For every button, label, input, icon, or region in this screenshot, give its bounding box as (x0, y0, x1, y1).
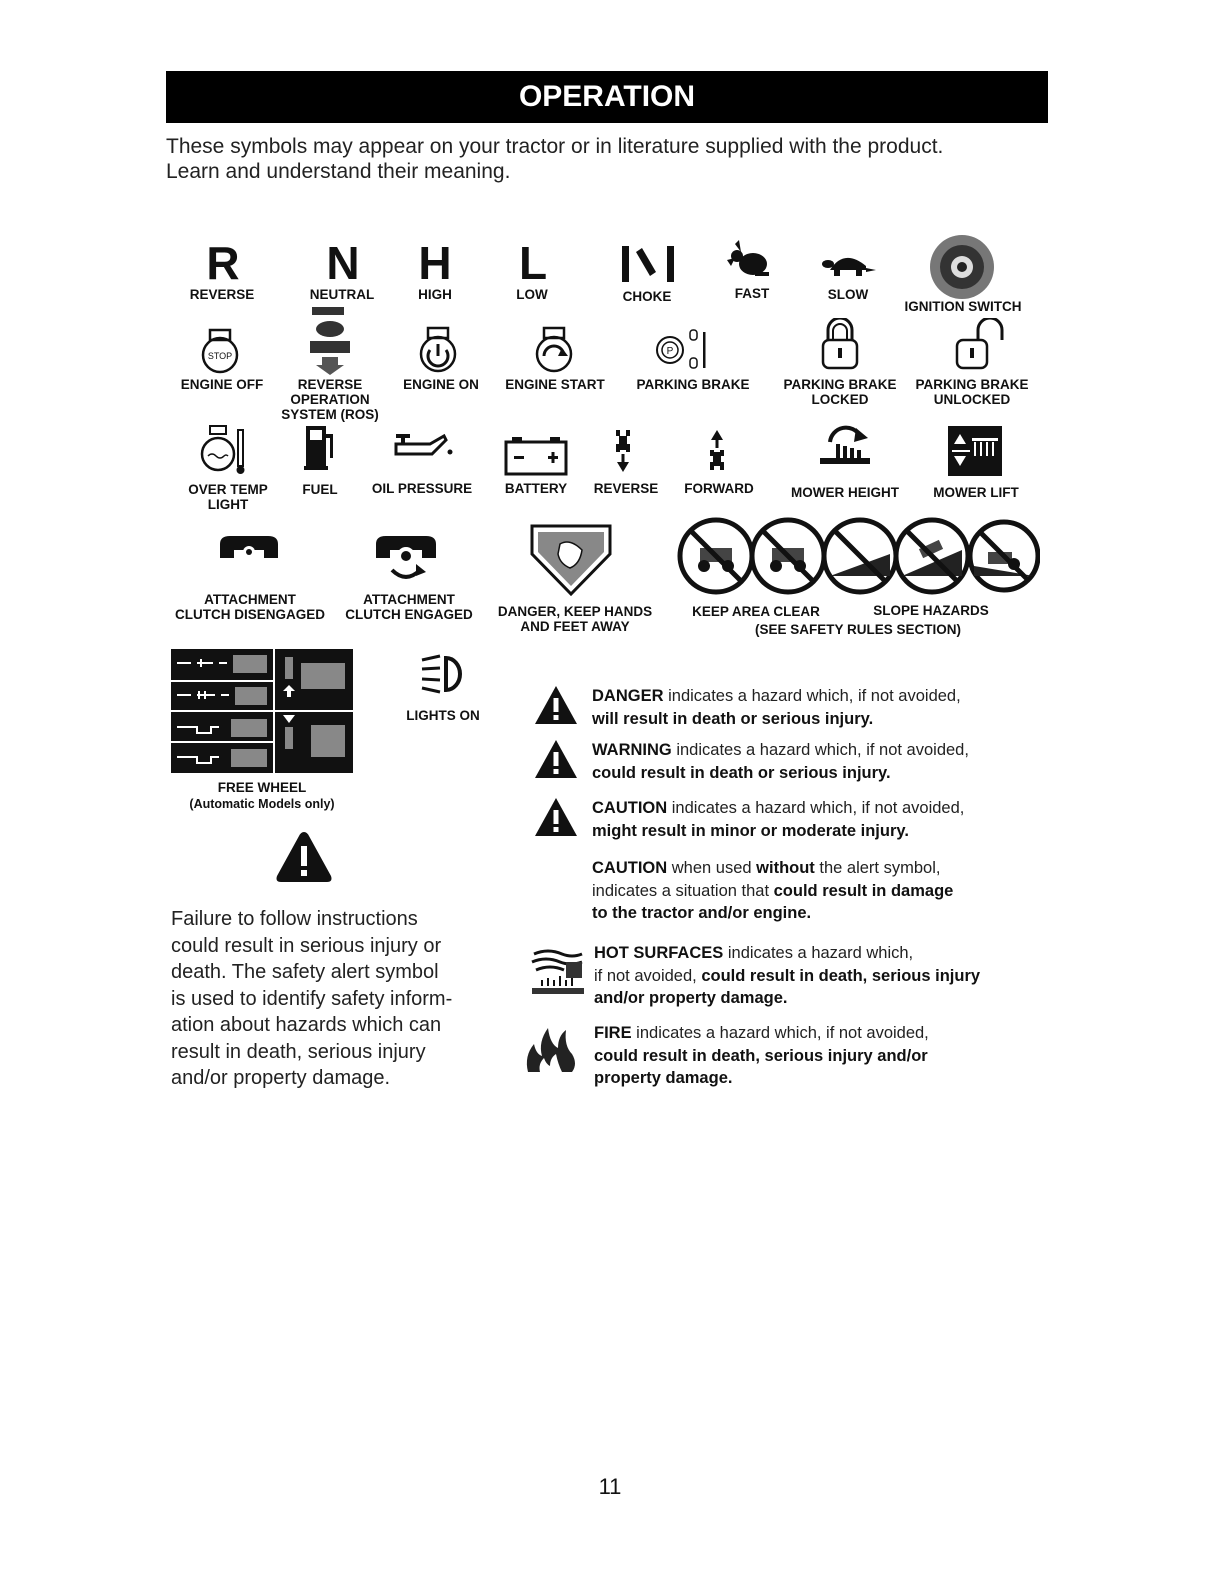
danger-word: DANGER (592, 687, 664, 705)
engine-start-label: ENGINE START (505, 377, 605, 392)
battery-label: BATTERY (504, 481, 568, 496)
slope-hazards-label: SLOPE HAZARDS (873, 603, 989, 618)
ros-label-line-2: OPERATION (290, 392, 370, 407)
att-eng-line-2: CLUTCH ENGAGED (345, 607, 473, 622)
rabbit-fast-icon (725, 240, 777, 280)
turtle-slow-icon (820, 248, 878, 278)
pb-unlocked-line-2: UNLOCKED (933, 392, 1011, 407)
failure-line-1: Failure to follow instructions (171, 908, 418, 930)
keep-area-clear-icon-2 (752, 520, 824, 592)
caution2-mid2: the alert symbol, (814, 859, 941, 877)
neutral-label: NEUTRAL (309, 287, 375, 302)
reverse-letter-icon: R (206, 237, 240, 289)
fuel-label: FUEL (302, 482, 338, 497)
free-wheel-icon (171, 649, 353, 773)
ros-label-line-1: REVERSE (297, 377, 363, 392)
free-wheel-sublabel: (Automatic Models only) (189, 797, 335, 811)
hot-line2b: could result in death, serious injury (701, 966, 981, 985)
oil-pressure-label: OIL PRESSURE (371, 481, 473, 496)
battery-icon (502, 436, 570, 476)
engine-off-icon-text: STOP (207, 351, 233, 361)
fire-line3: property damage. (594, 1069, 733, 1087)
warning-definition (592, 739, 1032, 784)
lights-on-icon (418, 650, 466, 698)
reverse-direction-label: REVERSE (593, 481, 659, 496)
failure-line-5: ation about hazards which can (171, 1014, 442, 1036)
slow-label: SLOW (827, 287, 869, 302)
caution2-line3: to the tractor and/or engine. (592, 904, 812, 922)
caution2-mid1: when used (667, 859, 757, 877)
reverse-arrow-icon (612, 428, 634, 474)
warning-text: indicates a hazard which, if not avoided, (671, 741, 969, 759)
att-eng-line-1: ATTACHMENT (363, 592, 455, 607)
parking-brake-unlocked-label (908, 377, 1036, 407)
caution-text: indicates a hazard which, if not avoided, (667, 799, 965, 817)
mower-height-icon (816, 420, 876, 468)
failure-line-7: and/or property damage. (171, 1067, 391, 1089)
failure-line-2: could result in serious injury or (171, 934, 442, 957)
forward-arrow-icon (706, 428, 728, 474)
fuel-icon (302, 424, 338, 472)
mower-height-label: MOWER HEIGHT (791, 485, 899, 500)
caution2-line2a: indicates a situation that (592, 881, 774, 900)
slope-hazard-icon-2 (896, 520, 968, 592)
danger-text: indicates a hazard which, if not avoided, (663, 687, 961, 705)
danger-definition (592, 685, 1032, 730)
danger-consequence: will result in death or serious injury. (592, 709, 874, 728)
warning-alert-icon (534, 738, 578, 780)
engine-on-label: ENGINE ON (403, 377, 479, 392)
danger-alert-icon (534, 684, 578, 726)
reverse-label: REVERSE (189, 287, 255, 302)
page-number: 11 (598, 1474, 622, 1499)
intro-line-1: These symbols may appear on your tractor or in literature supplied with the product. (166, 135, 944, 158)
caution-word: CAUTION (592, 799, 668, 817)
hot-surfaces-definition (594, 942, 1034, 1010)
parking-brake-icon (654, 328, 714, 372)
over-temp-label (178, 482, 278, 512)
safety-alert-triangle-icon (275, 830, 333, 884)
over-temp-line-2: LIGHT (207, 497, 249, 512)
forward-label: FORWARD (684, 481, 754, 496)
pb-unlocked-line-1: PARKING BRAKE (915, 377, 1029, 392)
danger-keep-hands-label (490, 604, 660, 634)
hot-surfaces-icon (528, 946, 584, 998)
caution2-line2b: could result in damage (773, 881, 954, 900)
safety-prohibition-icons (676, 514, 1040, 598)
fire-line2: could result in death, serious injury and/or (594, 1046, 928, 1065)
mower-lift-icon (948, 426, 1002, 476)
keep-area-clear-icon-1 (680, 520, 752, 592)
fire-definition (594, 1022, 1034, 1090)
parking-brake-label: PARKING BRAKE (636, 377, 750, 392)
slope-hazard-icon-3 (970, 522, 1038, 590)
parking-brake-icon-text: P (666, 346, 674, 357)
low-label: LOW (516, 287, 548, 302)
section-banner (166, 71, 1048, 123)
attachment-clutch-engaged-icon (374, 534, 438, 584)
ignition-switch-label: IGNITION SWITCH (904, 299, 1022, 314)
caution-without-symbol-definition (592, 857, 1032, 925)
failure-line-4: is used to identify safety inform- (171, 987, 453, 1010)
fire-icon (522, 1020, 578, 1074)
ros-label-line-3: SYSTEM (ROS) (281, 407, 379, 422)
parking-brake-locked-label (776, 377, 904, 407)
ros-label (270, 377, 390, 422)
low-letter-icon: L (518, 237, 548, 289)
reverse-operation-system-icon (308, 305, 356, 377)
attachment-clutch-disengaged-label (168, 592, 332, 622)
high-label: HIGH (418, 287, 452, 302)
slope-hazard-icon-1 (824, 520, 896, 592)
warning-consequence: could result in death or serious injury. (592, 763, 891, 782)
caution2-word: CAUTION (592, 859, 668, 877)
fire-text: indicates a hazard which, if not avoided, (631, 1024, 929, 1042)
engine-start-icon (532, 326, 578, 374)
hot-text: indicates a hazard which, (723, 944, 914, 962)
engine-off-icon (198, 328, 244, 374)
fast-label: FAST (734, 286, 770, 301)
parking-brake-unlocked-icon (954, 318, 1004, 370)
attachment-clutch-disengaged-icon (218, 534, 280, 566)
caution-alert-icon (534, 796, 578, 838)
failure-line-3: death. The safety alert symbol (171, 961, 439, 983)
keep-area-clear-label: KEEP AREA CLEAR (692, 604, 820, 619)
hot-line3: and/or property damage. (594, 989, 788, 1007)
fire-word: FIRE (594, 1024, 632, 1042)
caution-consequence: might result in minor or moderate injury. (592, 821, 909, 840)
choke-icon (620, 242, 676, 286)
pb-locked-line-2: LOCKED (811, 392, 869, 407)
neutral-letter-icon: N (326, 237, 360, 289)
over-temp-line-1: OVER TEMP (188, 482, 268, 497)
safety-rules-reference-label: (SEE SAFETY RULES SECTION) (754, 622, 962, 637)
danger-hands-line-2: AND FEET AWAY (520, 619, 630, 634)
section-title: OPERATION (518, 80, 696, 113)
hot-line2a: if not avoided, (594, 966, 702, 985)
attachment-clutch-engaged-label (338, 592, 480, 622)
hot-word: HOT SURFACES (594, 944, 724, 962)
att-dis-line-1: ATTACHMENT (204, 592, 296, 607)
engine-on-icon (416, 326, 462, 374)
danger-keep-hands-feet-away-icon (530, 524, 612, 596)
failure-line-6: result in death, serious injury (171, 1040, 426, 1063)
lights-on-label: LIGHTS ON (406, 708, 480, 723)
intro-line-2: Learn and understand their meaning. (166, 160, 511, 183)
oil-pressure-icon (392, 432, 456, 462)
over-temp-light-icon (198, 424, 250, 476)
ignition-switch-icon (928, 233, 996, 301)
high-letter-icon: H (418, 237, 452, 289)
pb-locked-line-1: PARKING BRAKE (783, 377, 897, 392)
intro-text (166, 134, 1066, 184)
caution2-without: without (756, 859, 815, 877)
att-dis-line-2: CLUTCH DISENGAGED (174, 607, 325, 622)
failure-warning-paragraph (171, 906, 491, 1092)
mower-lift-label: MOWER LIFT (933, 485, 1019, 500)
free-wheel-label: FREE WHEEL (217, 780, 307, 795)
parking-brake-locked-icon (820, 318, 860, 370)
choke-label: CHOKE (622, 289, 672, 304)
caution-definition (592, 797, 1032, 842)
danger-hands-line-1: DANGER, KEEP HANDS (497, 604, 653, 619)
warning-word: WARNING (592, 741, 672, 759)
engine-off-label: ENGINE OFF (180, 377, 264, 392)
